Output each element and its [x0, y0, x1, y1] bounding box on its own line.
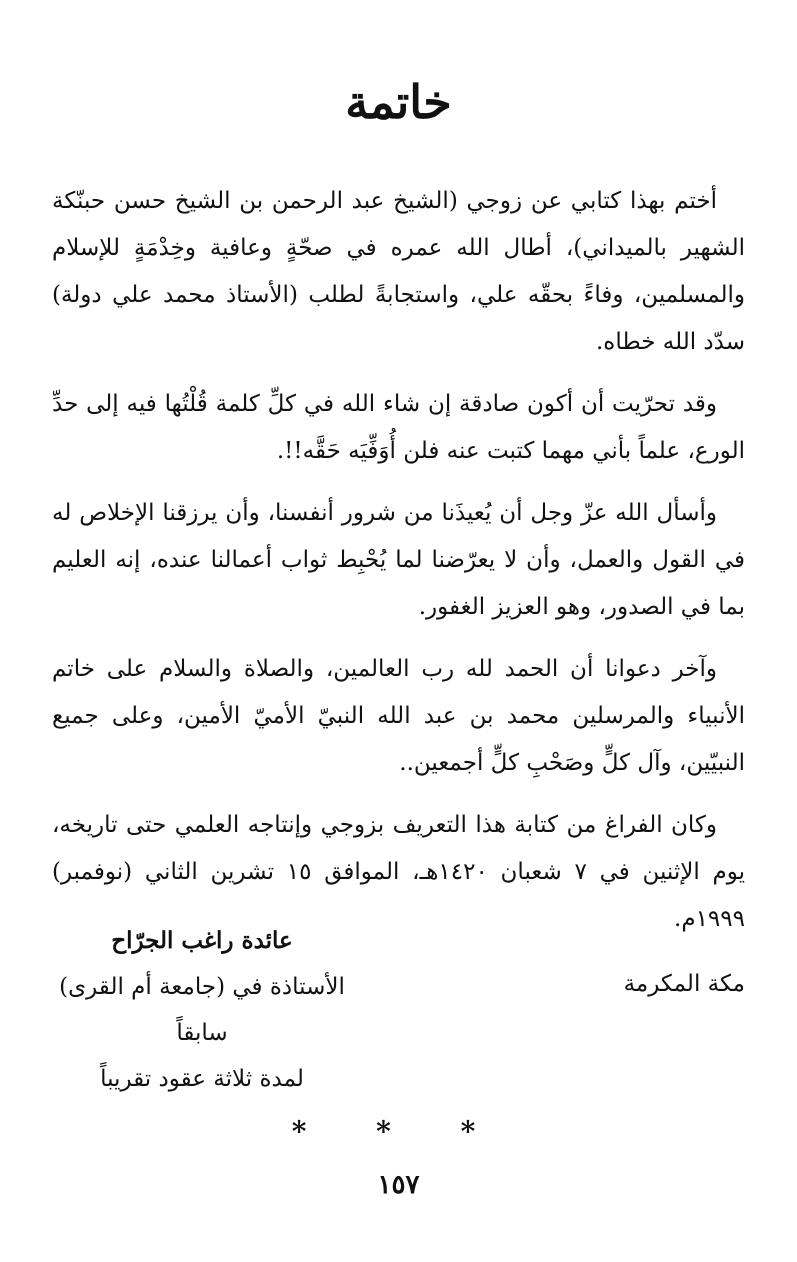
author-role-line-1: الأستاذة في (جامعة أم القرى)	[59, 974, 345, 1000]
signature-place: مكة المكرمة	[623, 971, 745, 997]
author-role-line-2: سابقاً	[176, 1020, 228, 1046]
signature-block	[52, 918, 745, 1092]
signature-details	[52, 918, 352, 1102]
body-text	[52, 178, 745, 958]
paragraph-4: وآخر دعوانا أن الحمد لله رب العالمين، والصلاة والسلام على خاتم الأنبياء والمرسلين محمد بن عبد الله النبيّ الأميّ الأمين، وعلى جميع النبيّين، وآل كلٍّ وصَحْبِ كلٍّ أجمعين..	[52, 656, 745, 776]
author-name: عائدة راغب الجرّاح	[111, 927, 293, 954]
paragraph-2: وقد تحرّيت أن أكون صادقة إن شاء الله في كلِّ كلمة قُلْتُها فيه إلى حدِّ الورع، علماً بأني مهما كتبت عنه فلن أُوَفِّيَه حَقَّه!!.	[52, 391, 745, 464]
page-title: خاتمة	[345, 75, 452, 129]
paragraph-5: وكان الفراغ من كتابة هذا التعريف بزوجي وإنتاجه العلمي حتى تاريخه، يوم الإثنين في ٧ شعبان ١٤٢٠هـ، الموافق ١٥ تشرين الثاني (نوفمبر) ١٩٩٩م.	[52, 812, 746, 932]
page-number: ١٥٧	[377, 1170, 420, 1200]
paragraph-3: وأسأل الله عزّ وجل أن يُعيذَنا من شرور أنفسنا، وأن يرزقنا الإخلاص له في القول والعمل، وأن لا يعرّضنا لما يُحْبِط ثواب أعمالنا عنده، إنه العليم بما في الصدور، وهو العزيز الغفور.	[52, 500, 745, 620]
section-separator: * * *	[291, 1115, 506, 1148]
author-role-line-3: لمدة ثلاثة عقود تقريباً	[100, 1066, 304, 1092]
paragraph-1: أختم بهذا كتابي عن زوجي (الشيخ عبد الرحمن بن الشيخ حسن حبنّكة الشهير بالميداني)، أطال الله عمره في صحّةٍ وعافية وخِدْمَةٍ للإسلام والمسلمين، وفاءً بحقّه علي، واستجابةً لطلب (الأستاذ محمد علي دولة) سدّد الله خطاه.	[52, 188, 745, 355]
